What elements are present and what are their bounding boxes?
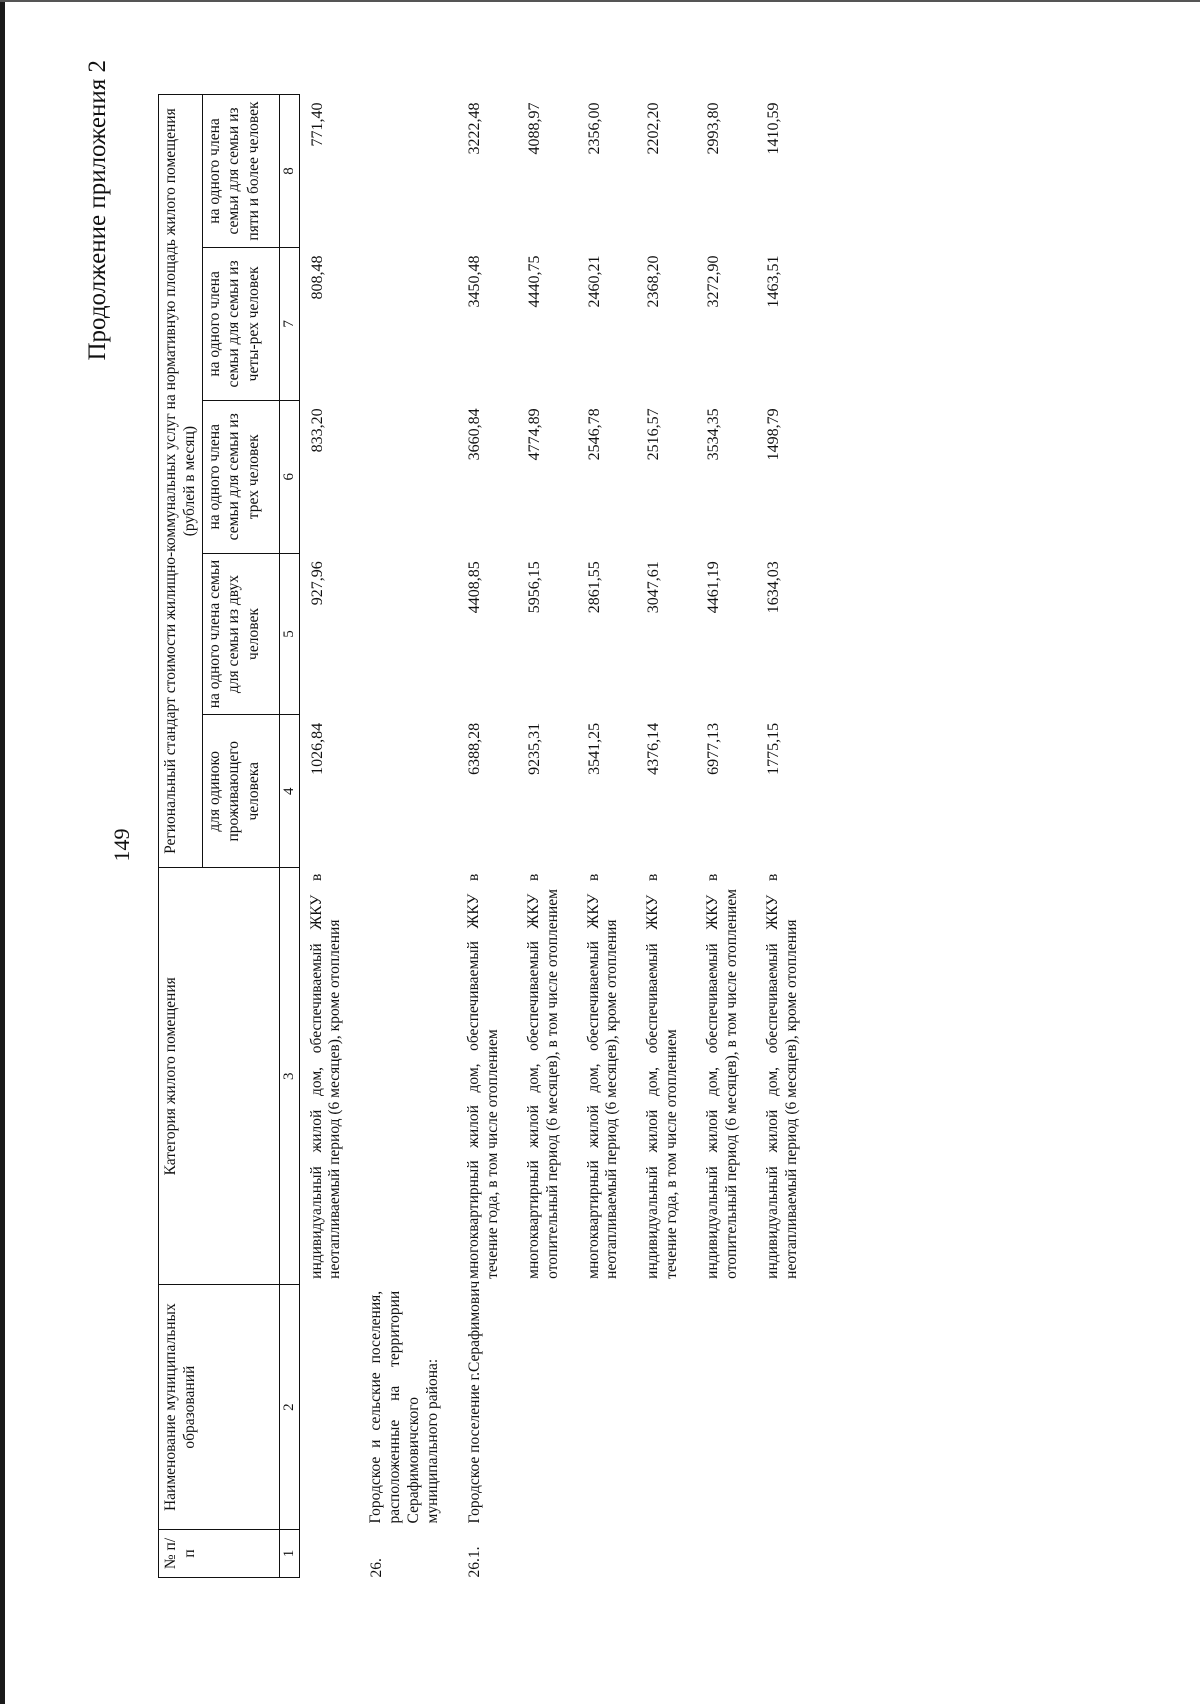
- row-category: [359, 868, 457, 1285]
- value-family-3: 4774,89: [525, 408, 543, 461]
- table-row: [577, 95, 637, 1578]
- value-family-5plus: 1410,59: [765, 102, 782, 155]
- row-number: [756, 1529, 816, 1577]
- value-family-2: 2861,55: [585, 561, 603, 614]
- value-family-2: 927,96: [308, 561, 326, 606]
- value-family-5plus: [359, 95, 457, 248]
- tariff-table: [158, 94, 816, 1578]
- value-family-4: 2460,21: [585, 255, 603, 308]
- value-single: [359, 715, 457, 868]
- value-family-2: 5956,15: [525, 561, 543, 614]
- row-category: многоквартирный жилой дом, обеспечиваемый ЖКУ в неотапливаемый период (6 месяцев), кроме отопления: [584, 873, 621, 1279]
- row-number: [517, 1529, 577, 1577]
- row-category: индивидуальный жилой дом, обеспечиваемый ЖКУ в неотапливаемый период (6 месяцев), кроме отопления: [307, 873, 344, 1279]
- value-family-3: 833,20: [308, 408, 326, 453]
- row-number: [696, 1529, 756, 1577]
- value-single: 1775,15: [765, 722, 782, 775]
- header-category: Категория жилого помещения: [159, 868, 280, 1285]
- table-row: [299, 95, 359, 1578]
- table-row: [696, 95, 756, 1578]
- header-row: [159, 95, 203, 1578]
- value-family-2: [359, 553, 457, 715]
- value-single: 6977,13: [705, 722, 723, 775]
- value-family-3: 3660,84: [465, 408, 483, 461]
- table-row: [457, 95, 517, 1578]
- header-municipality: Наименование муниципальных образований: [159, 1285, 280, 1530]
- row-number: 26.: [368, 1558, 386, 1578]
- header-standard-group: Региональный стандарт стоимости жилищно-коммунальных услуг на нормативную площадь жилого помещения (рублей в месяц): [159, 95, 203, 868]
- table-row-group: [359, 95, 457, 1578]
- row-municipality: [577, 1285, 637, 1530]
- value-family-5plus: 2202,20: [645, 102, 663, 155]
- row-municipality: Городское и сельские поселения, расположенные на территории Серафимовичского муниципального района:: [367, 1290, 442, 1524]
- table-row: [636, 95, 696, 1578]
- continuation-title: Продолжение приложения 2: [84, 60, 111, 361]
- value-family-5plus: 2993,80: [705, 102, 723, 155]
- value-family-5plus: 3222,48: [465, 102, 483, 155]
- row-number: 26.1.: [465, 1546, 483, 1578]
- row-category: многоквартирный жилой дом, обеспечиваемый ЖКУ в отопительный период (6 месяцев), в том числе отоплением: [524, 873, 561, 1279]
- column-number: 3: [279, 868, 299, 1285]
- value-family-4: 3272,90: [705, 255, 723, 308]
- value-family-2: 3047,61: [645, 561, 663, 614]
- header-family-2: на одного члена семьи для семьи из двух человек: [202, 553, 279, 715]
- value-family-4: 3450,48: [465, 255, 483, 308]
- row-municipality: [517, 1285, 577, 1530]
- row-category: многоквартирный жилой дом, обеспечиваемый ЖКУ в течение года, в том числе отоплением: [464, 873, 501, 1279]
- row-number: [577, 1529, 637, 1577]
- value-single: 3541,25: [585, 722, 603, 775]
- column-number: 1: [279, 1529, 299, 1577]
- value-single: 9235,31: [525, 722, 543, 775]
- row-municipality: [756, 1285, 816, 1530]
- value-family-5plus: 2356,00: [585, 102, 603, 155]
- value-family-4: 808,48: [308, 255, 326, 300]
- column-number: 8: [279, 95, 299, 248]
- value-single: 6388,28: [465, 722, 483, 775]
- row-category: индивидуальный жилой дом, обеспечиваемый ЖКУ в неотапливаемый период (6 месяцев), кроме отопления: [764, 873, 800, 1279]
- header-single: для одиноко проживающего человека: [202, 715, 279, 868]
- header-family-3: на одного члена семьи для семьи из трех человек: [202, 400, 279, 553]
- value-family-3: [359, 400, 457, 553]
- header-family-5plus: на одного члена семьи для семьи из пяти и более человек: [202, 95, 279, 248]
- value-family-4: 1463,51: [765, 255, 782, 308]
- value-single: 1026,84: [308, 722, 326, 775]
- table-row: [517, 95, 577, 1578]
- value-family-4: 4440,75: [525, 255, 543, 308]
- row-municipality: Городское поселение г.Серафимович: [465, 1280, 483, 1524]
- value-family-3: 3534,35: [705, 408, 723, 461]
- row-municipality: [636, 1285, 696, 1530]
- row-municipality: [299, 1285, 359, 1530]
- value-family-2: 4408,85: [465, 561, 483, 614]
- value-family-4: [359, 247, 457, 400]
- header-number: № п/п: [159, 1529, 280, 1577]
- table-row: [756, 95, 816, 1578]
- column-number: 5: [279, 553, 299, 715]
- page-number: 149: [109, 828, 134, 862]
- row-category: индивидуальный жилой дом, обеспечиваемый ЖКУ в отопительный период (6 месяцев), в том числе отоплением: [704, 873, 741, 1279]
- value-single: 4376,14: [645, 722, 663, 775]
- value-family-3: 2516,57: [645, 408, 663, 461]
- column-number: 6: [279, 400, 299, 553]
- value-family-2: 4461,19: [705, 561, 723, 614]
- column-number: 4: [279, 715, 299, 868]
- column-number-row: [279, 95, 299, 1578]
- column-number: 7: [279, 247, 299, 400]
- row-number: [299, 1529, 359, 1577]
- column-number: 2: [279, 1285, 299, 1530]
- value-family-4: 2368,20: [645, 255, 663, 308]
- value-family-5plus: 4088,97: [525, 102, 543, 155]
- value-family-3: 2546,78: [585, 408, 603, 461]
- row-municipality: [696, 1285, 756, 1530]
- value-family-5plus: 771,40: [308, 102, 326, 147]
- header-family-4: на одного члена семьи для семьи из четы-рех человек: [202, 247, 279, 400]
- value-family-2: 1634,03: [765, 561, 782, 614]
- value-family-3: 1498,79: [765, 408, 782, 461]
- row-category: индивидуальный жилой дом, обеспечиваемый ЖКУ в течение года, в том числе отоплением: [644, 873, 681, 1279]
- row-number: [636, 1529, 696, 1577]
